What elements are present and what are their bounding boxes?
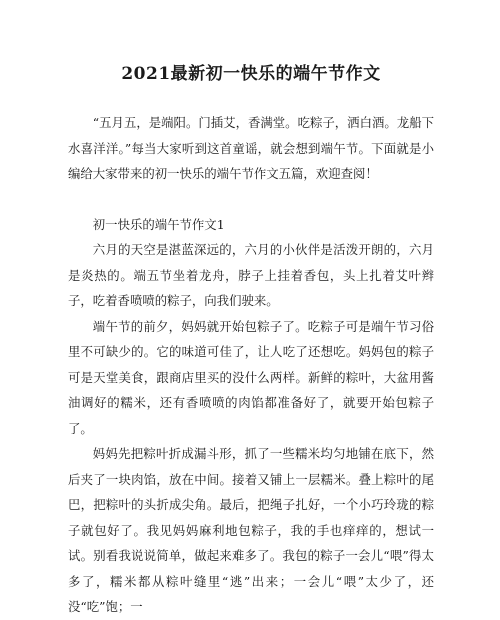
body-paragraph: 端午节的前夕，妈妈就开始包粽子了。吃粽子可是端午节习俗里不可缺少的。它的味道可佳了，让人吃了还想吃。妈妈包的粽子可是天堂美食，跟商店里买的没什么两样。新鲜的粽叶，大盆用酱油调好的糯米，还有香喷喷的肉馅都准备好了，就要开始包粽子了。 bbox=[68, 318, 434, 436]
body-paragraph: 妈妈先把粽叶折成漏斗形，抓了一些糯米均匀地铺在底下，然后夹了一块肉馅，放在中间。接着又铺上一层糯米。叠上粽叶的尾巴，把粽叶的头折成尖角。最后，把绳子扎好，一个小巧玲珑的粽子就包好了。我见妈妈麻利地包粽子，我的手也痒痒的，想试一试。别看我说说简单，做起来难多了。我包的粽子一会儿“喂”得太多了，糯米都从粽叶缝里“逃”出来；一会儿“喂”太少了，还没“吃”饱；一 bbox=[68, 446, 434, 614]
section-heading: 初一快乐的端午节作文1 bbox=[92, 216, 225, 232]
document-title: 2021最新初一快乐的端午节作文 bbox=[121, 64, 381, 84]
intro-paragraph: “五月五，是端阳。门插艾，香满堂。吃粽子，洒白酒。龙船下水喜洋洋。”每当大家听到这首童谣，就会想到端午节。下面就是小编给大家带来的初一快乐的端午节作文五篇，欢迎查阅！ bbox=[68, 115, 434, 181]
body-paragraph: 六月的天空是湛蓝深远的，六月的小伙伴是活泼开朗的，六月是炎热的。端五节坐着龙舟，脖子上挂着香包，头上扎着艾叶辫子，吃着香喷喷的粽子，向我们驶来。 bbox=[68, 242, 434, 308]
section-gap bbox=[68, 187, 434, 212]
